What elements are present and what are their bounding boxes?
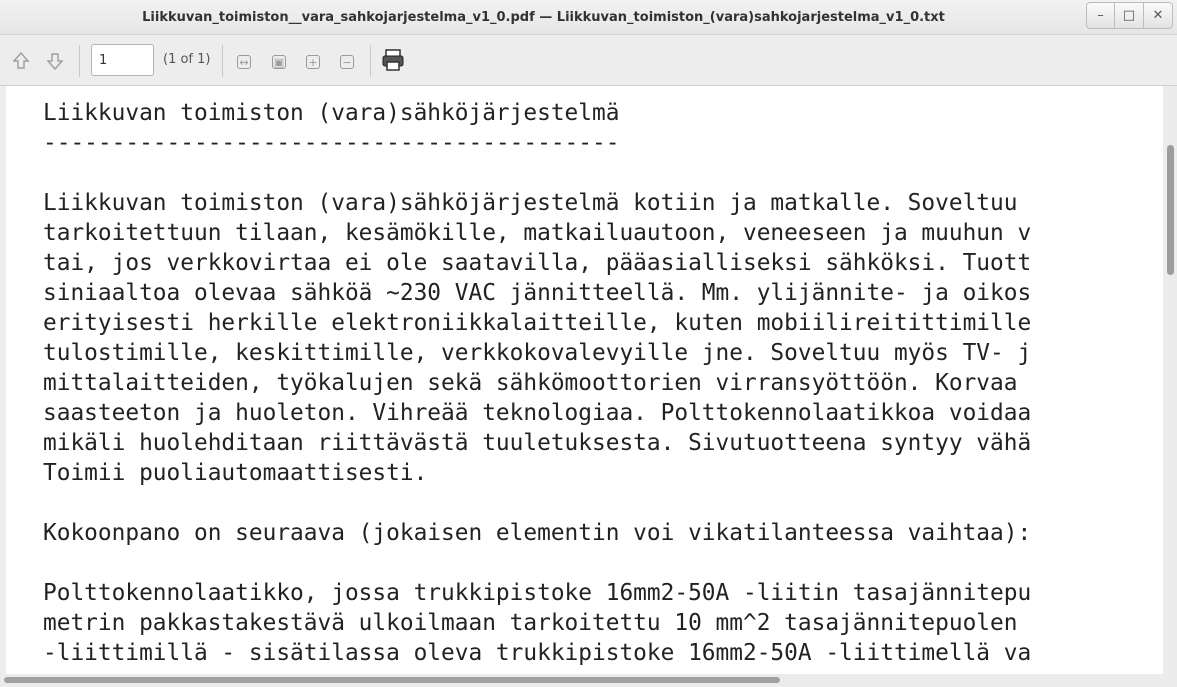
doc-line: Polttokennolaatikko, jossa trukkipistoke 16mm2-50A -liitin tasajännitepu: [43, 580, 1032, 606]
doc-line: Liikkuvan toimiston (vara)sähköjärjestelmä: [43, 100, 620, 126]
horizontal-scrollbar[interactable]: [0, 674, 1177, 687]
previous-page-icon[interactable]: [10, 50, 32, 72]
page-number-input[interactable]: [91, 44, 154, 76]
toolbar-separator: [222, 45, 223, 77]
doc-line: ------------------------------------------: [43, 130, 620, 156]
doc-line: Liikkuvan toimiston (vara)sähköjärjestelmä kotiin ja matkalle. Soveltuu: [43, 190, 1018, 216]
vertical-scrollbar-thumb[interactable]: [1167, 145, 1174, 275]
doc-line: erityisesti herkille elektroniikkalaitteille, kuten mobiilireitittimille: [43, 310, 1032, 336]
doc-line: tai, jos verkkovirtaa ei ole saatavilla, pääasialliseksi sähköksi. Tuott: [43, 250, 1032, 276]
window-controls: [1086, 2, 1173, 29]
next-page-icon[interactable]: [44, 50, 66, 72]
toolbar-separator: [370, 45, 371, 77]
zoom-out-icon[interactable]: −: [336, 50, 358, 72]
doc-line: tarkoitettuun tilaan, kesämökille, matkailuautoon, veneeseen ja muuhun v: [43, 220, 1032, 246]
doc-line: saasteeton ja huoleton. Vihreää teknologiaa. Polttokennolaatikkoa voidaa: [43, 400, 1032, 426]
horizontal-scrollbar-thumb[interactable]: [4, 677, 780, 683]
vertical-scrollbar[interactable]: [1163, 86, 1177, 674]
document-text: [43, 98, 1031, 668]
zoom-in-icon[interactable]: +: [302, 50, 324, 72]
doc-line: mikäli huolehditaan riittävästä tuuletuksesta. Sivutuotteena syntyy vähä: [43, 430, 1032, 456]
document-viewport[interactable]: [6, 86, 1163, 674]
fit-page-icon[interactable]: ▣: [273, 56, 285, 69]
print-icon[interactable]: [381, 48, 405, 72]
close-icon[interactable]: ✕: [1144, 2, 1173, 29]
doc-line: Kokoonpano on seuraava (jokaisen elementin voi vikatilanteessa vaihtaa):: [43, 520, 1032, 546]
toolbar: [0, 35, 1177, 86]
doc-line: Toimii puoliautomaattisesti.: [43, 460, 428, 486]
doc-line: metrin pakkastakestävä ulkoilmaan tarkoitettu 10 mm^2 tasajännitepuolen: [43, 610, 1018, 636]
minimize-icon[interactable]: –: [1086, 2, 1115, 29]
page-count: (1 of 1): [163, 52, 211, 67]
maximize-icon[interactable]: □: [1115, 2, 1144, 29]
doc-line: mittalaitteiden, työkalujen sekä sähkömoottorien virransyöttöön. Korvaa: [43, 370, 1018, 396]
toolbar-separator: [79, 45, 80, 77]
doc-line: tulostimille, keskittimille, verkkokovalevyille jne. Soveltuu myös TV- j: [43, 340, 1032, 366]
window-titlebar[interactable]: [0, 0, 1177, 35]
fit-width-icon[interactable]: ↔: [233, 50, 255, 72]
window-title: Liikkuvan_toimiston__vara_sahkojarjestelma_v1_0.pdf — Liikkuvan_toimiston_(vara)sahkojarjestelma_v1_0.txt: [142, 10, 945, 25]
doc-line: siniaaltoa olevaa sähköä ~230 VAC jännitteellä. Mm. ylijännite- ja oikos: [43, 280, 1032, 306]
doc-line: -liittimillä - sisätilassa oleva trukkipistoke 16mm2-50A -liittimellä va: [43, 640, 1032, 666]
